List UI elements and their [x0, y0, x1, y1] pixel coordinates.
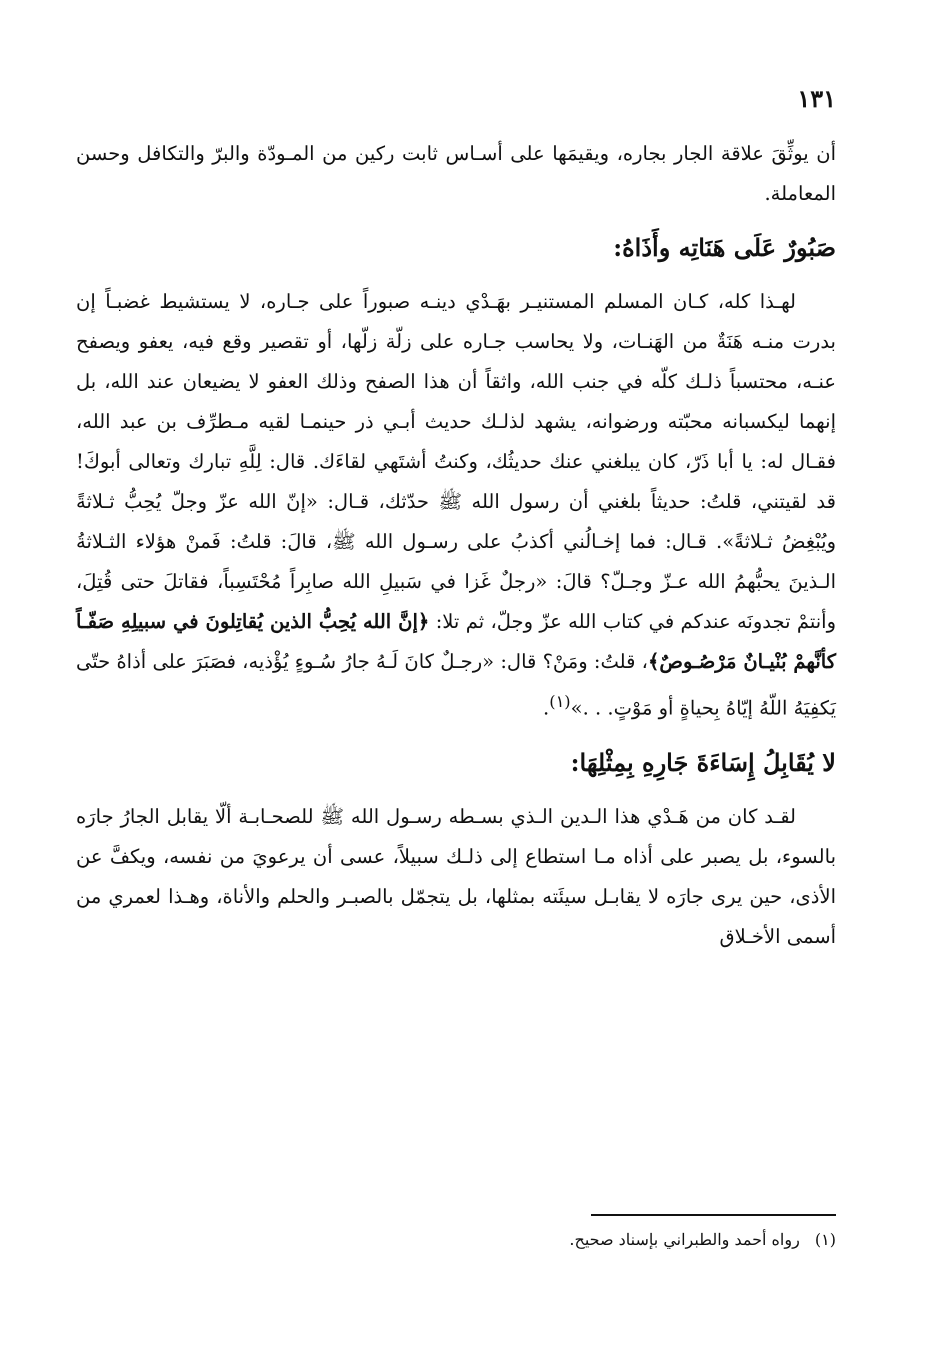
- patience-paragraph: [76, 282, 836, 729]
- book-page: [76, 84, 836, 1284]
- footnote-divider: [591, 1214, 836, 1216]
- patience-text: لهـذا كله، كـان المسلم المستنيـر بهَـدْي دينـه صبوراً على جـاره، لا يستشيط غضبـاً إن بدرت منـه هَنَةٌ من الهَنـات، ولا يحاسب جـاره على زلّة زلّها، أو تقصير وقع فيه، يعفو ويصفح عنـه، محتسباً ذلـك كلّه في جنب الله، واثقاً أن هذا الصفح وذلك العفو لا يضيعان عند الله، بل إنهما ليكسبانه محبّته ورضوانه، يشهد لذلـك حديث أبـي ذر حينمـا لقيه مـطرِّف بن عبد الله، فقـال له: يا أبا ذَرّ، كان يبلغني عنك حديثُك، وكنتُ أشتَهي لقاءَك. قال: لِلَّهِ تبارك وتعالى أبوكَ! قد لقيتني، قلتُ: حديثاً بلغني أن رسول الله ﷺ حدّثك، قـال: «إنّ الله عزّ وجلّ يُحِبُّ ثـلاثةً ويُبْغِضُ ثـلاثةً». قـال: فما إخـالُني أكذبُ على رسـول الله ﷺ، قالَ: قلتُ: فَمنْ هؤلاء الثـلاثةُ الـذينَ يحبُّهمُ الله عـزّ وجـلّ؟ قالَ: «رجلٌ غَزا في سَبيلِ الله صابِراً مُحْتَسِباً، فقاتلَ حتى قُتِلَ، وأنتمْ تجدونَه عندكم في كتاب الله عزّ وجلّ، ثم تلا:: [76, 290, 836, 633]
- no-retaliation-paragraph: لقـد كان من هَـدْي هذا الـدين الـذي بسـطه رسـول الله ﷺ للصحـابـة ألّا يقابل الجارُ جارَه بالسوء، بل يصبر على أذاه مـا استطاع إلى ذلـك سبيلاً، عسى أن يرعويَ من نفسه، ويكفَّ عن الأذى، حين يرى جارَه لا يقابـل سيئَته بمثلها، بل يتجمّل بالصبـر والحلم والأناة، وهـذا لعمري من أسمى الأخـلاق: [76, 804, 836, 948]
- section-heading-patience: صَبُورٌ عَلَى هَنَاتِه وأَذَاهُ:: [613, 233, 836, 262]
- page-content: [76, 134, 836, 957]
- footnote: [569, 1230, 836, 1249]
- section-heading-no-retaliation: لا يُقَابِلُ إِسَاءَةَ جَارِهِ بِمِثْلِهَا:: [570, 747, 836, 777]
- patience-text-continued: ، قلتُ: ومَنْ؟ قال: «رجـلٌ كانَ لَـهُ جارُ سُـوءٍ يُؤْذيه، فصَبَرَ على أذاهُ حتّى يَكفِيَهُ اللّهُ إيّاهُ بِحياةٍ أو مَوْتٍ. . .»: [76, 650, 836, 720]
- footnote-text: رواه أحمد والطبراني بإسناد صحيح.: [569, 1230, 800, 1249]
- footnote-reference: (١): [549, 692, 571, 711]
- quran-verse: ﴿إنَّ الله يُحِبُّ الذين يُقاتِلونَ في سبيلِهِ صَفّـاً كأنَّهمْ بُنْيـانٌ مَرْصُـوصٌ﴾: [76, 610, 836, 673]
- footnote-number: (١): [814, 1230, 836, 1249]
- intro-paragraph: أن يوثِّقَ علاقة الجار بجاره، ويقيمَها على أسـاس ثابت ركين من المـودّة والبرّ والتكافل وحسن المعاملة.: [76, 142, 836, 205]
- page-number: ١٣١: [797, 84, 836, 113]
- end-mark: .: [543, 696, 550, 720]
